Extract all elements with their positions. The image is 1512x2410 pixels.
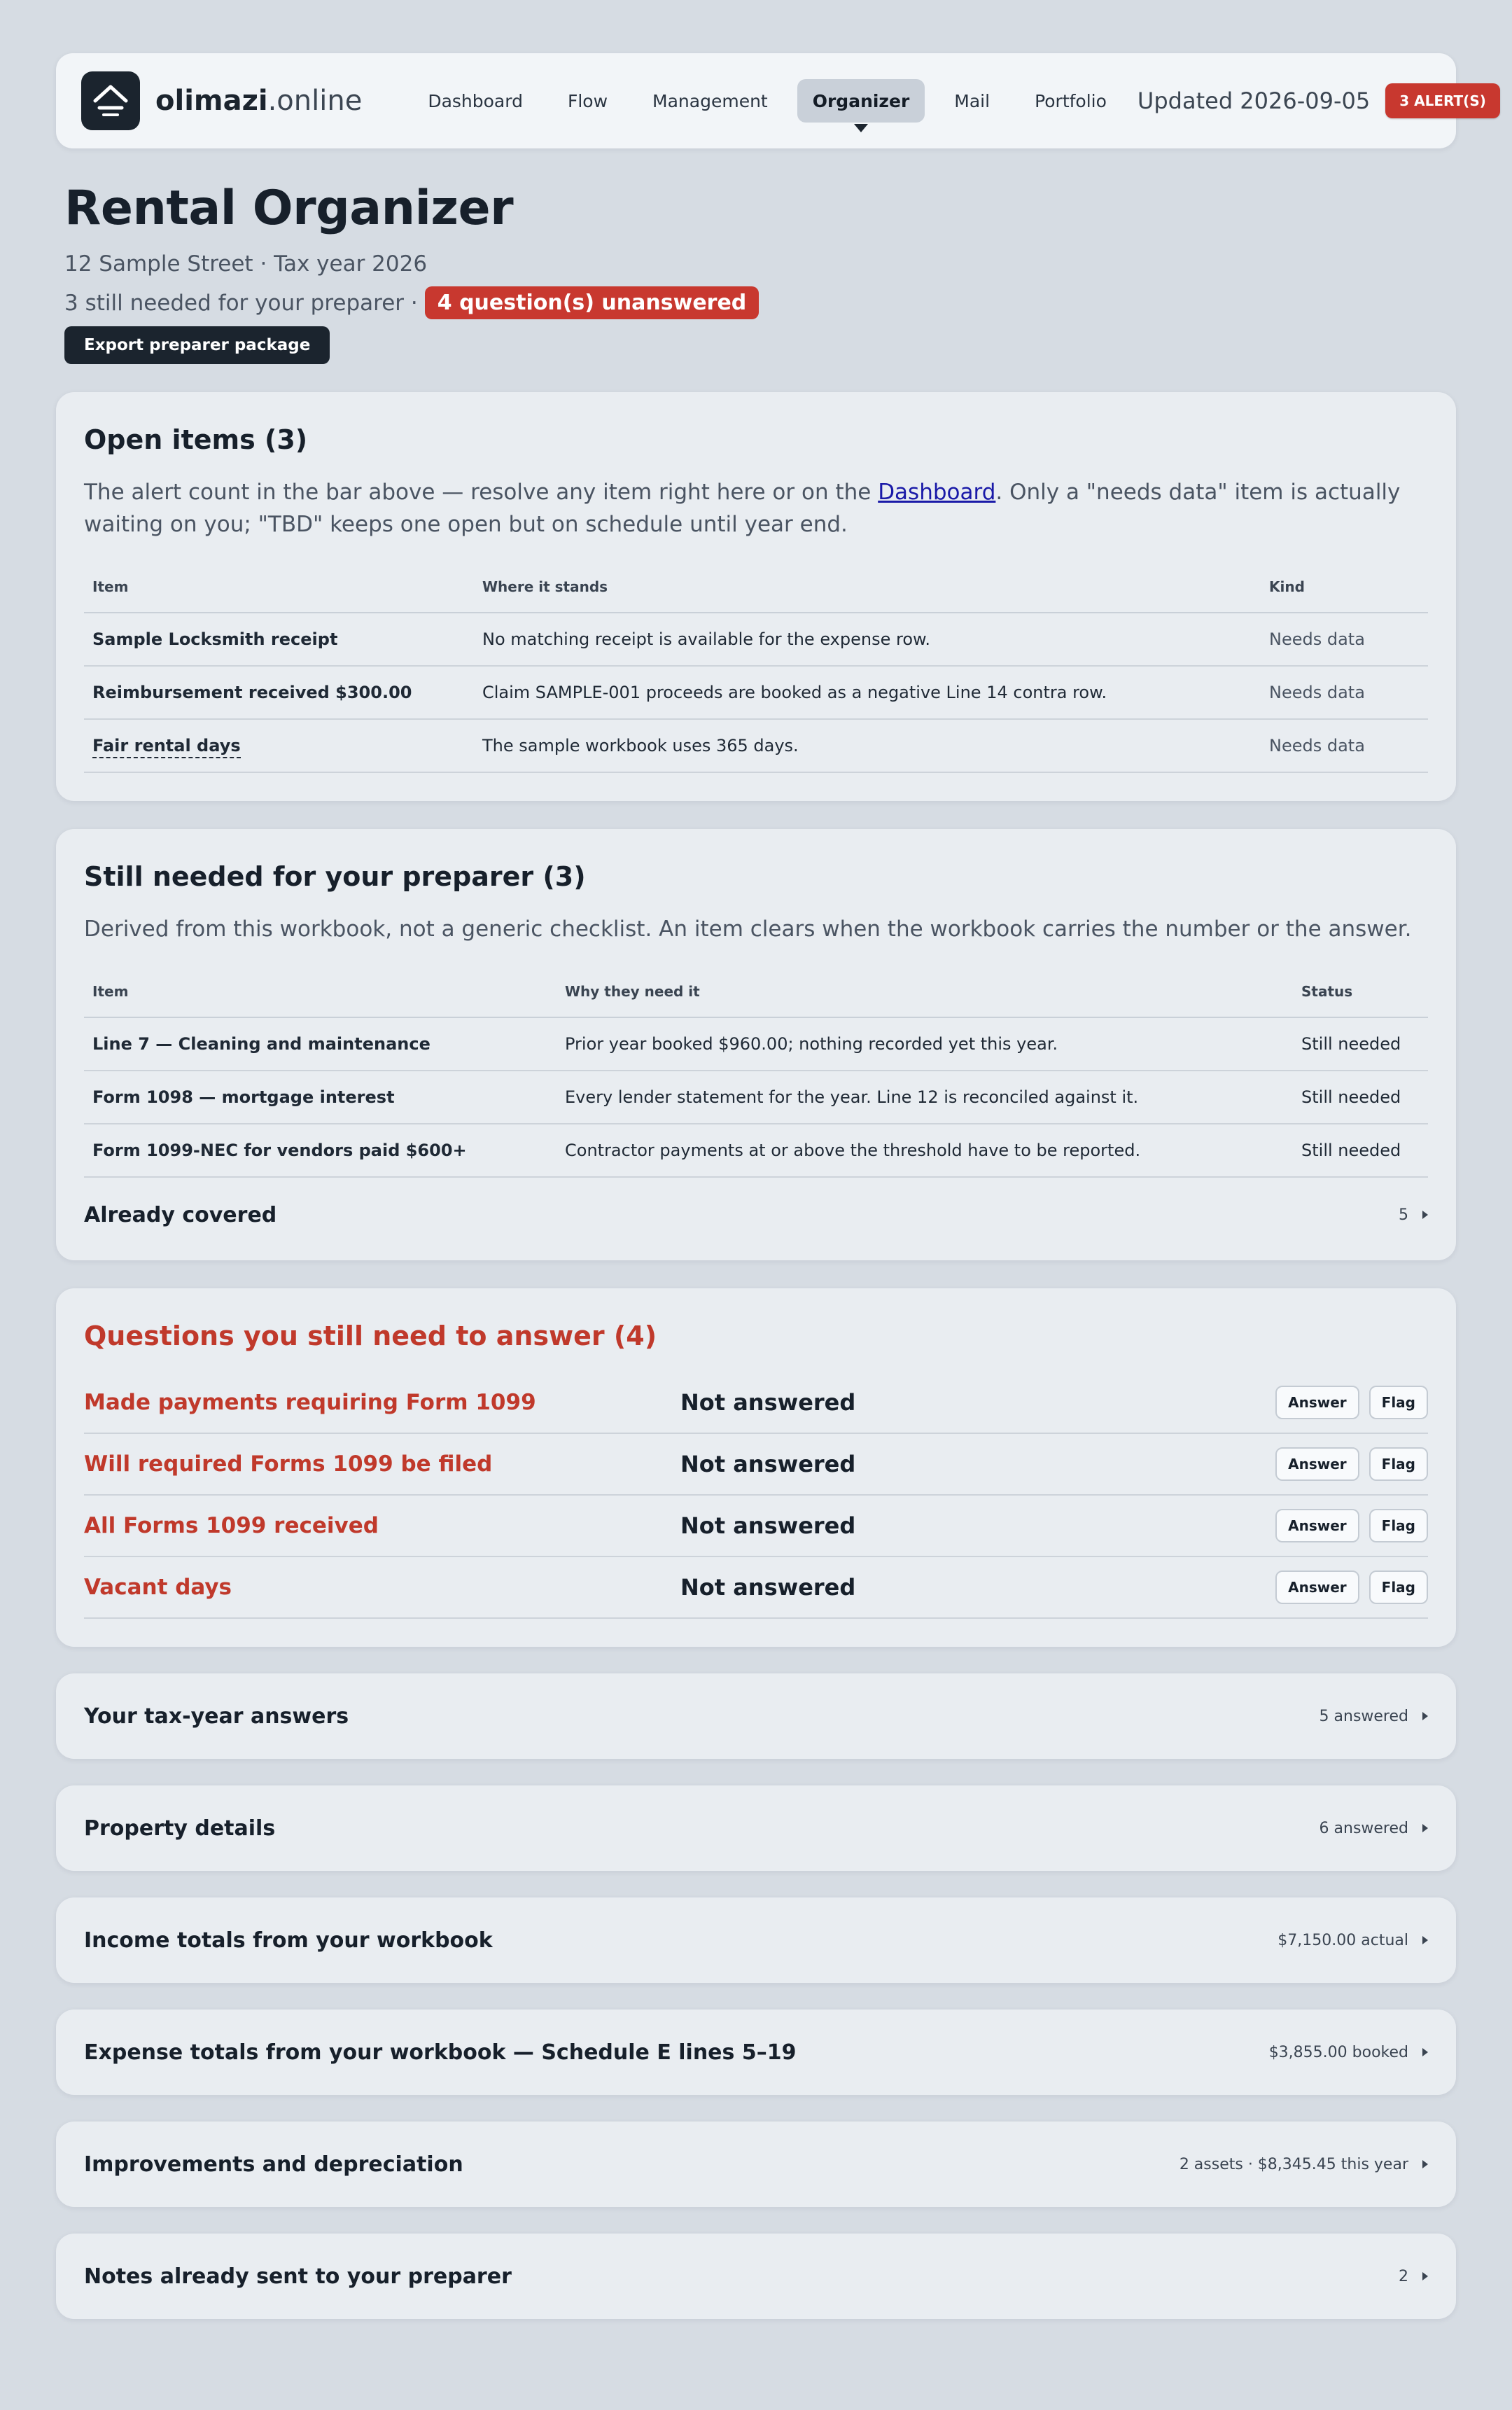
column-header-kind: Kind <box>1261 560 1428 613</box>
section-meta <box>1278 1932 1428 1949</box>
needed-item-why: Prior year booked $960.00; nothing recorded yet this year. <box>556 1017 1293 1071</box>
flag-button[interactable]: Flag <box>1369 1509 1428 1542</box>
questions-unanswered-badge: 4 question(s) unanswered <box>425 286 760 319</box>
nav-tab-organizer[interactable]: Organizer <box>797 79 925 123</box>
section-meta-text: 6 answered <box>1319 1819 1408 1837</box>
section-meta-text: 2 <box>1399 2267 1408 2285</box>
triangle-right-icon <box>1422 2048 1428 2056</box>
flag-button[interactable]: Flag <box>1369 1447 1428 1481</box>
still-needed-card <box>56 829 1456 1260</box>
needed-item-status: Still needed <box>1293 1124 1428 1177</box>
table-header-row <box>84 560 1428 613</box>
table-row <box>84 1017 1428 1071</box>
updated-timestamp: Updated 2026-09-05 <box>1137 88 1371 114</box>
answer-button[interactable]: Answer <box>1275 1447 1359 1481</box>
table-header-row <box>84 965 1428 1017</box>
still-needed-table <box>84 965 1428 1178</box>
alerts-badge[interactable]: 3 ALERT(S) <box>1385 83 1500 118</box>
section-title: Improvements and depreciation <box>84 2152 463 2177</box>
question-status: Not answered <box>680 1389 856 1416</box>
dashboard-link[interactable]: Dashboard <box>878 480 996 505</box>
nav-tab-flow[interactable]: Flow <box>567 90 608 111</box>
section-property-details[interactable] <box>56 1785 1456 1871</box>
open-item-kind: Needs data <box>1261 719 1428 772</box>
section-meta <box>1320 1708 1428 1725</box>
flag-button[interactable]: Flag <box>1369 1386 1428 1419</box>
section-title: Income totals from your workbook <box>84 1928 493 1953</box>
needed-item-status: Still needed <box>1293 1017 1428 1071</box>
open-items-desc-text: The alert count in the bar above — resolve any item right here or on the <box>84 480 878 505</box>
open-items-desc-text-end: . Only a "needs data" item is actually waiting on you; "TBD" keeps one open but on schedule until year end. <box>84 480 1401 537</box>
answer-button[interactable]: Answer <box>1275 1570 1359 1604</box>
question-label: Vacant days <box>84 1575 232 1600</box>
needed-text: 3 still needed for your preparer · <box>64 290 418 316</box>
question-label: Will required Forms 1099 be filed <box>84 1451 493 1477</box>
section-meta <box>1399 2268 1428 2285</box>
answer-button[interactable]: Answer <box>1275 1509 1359 1542</box>
open-items-table <box>84 560 1428 773</box>
question-status: Not answered <box>680 1574 856 1601</box>
needed-item-name: Line 7 — Cleaning and maintenance <box>84 1017 556 1071</box>
nav-tab-mail[interactable]: Mail <box>954 90 990 111</box>
column-header-why: Why they need it <box>556 965 1293 1017</box>
section-title: Notes already sent to your preparer <box>84 2264 512 2289</box>
house-icon[interactable] <box>81 71 140 130</box>
section-meta-text: 2 assets · $8,345.45 this year <box>1179 2155 1408 2173</box>
nav-tab-portfolio[interactable]: Portfolio <box>1035 90 1107 111</box>
open-item-kind: Needs data <box>1261 666 1428 719</box>
already-covered-toggle[interactable] <box>84 1197 1428 1232</box>
section-meta <box>1269 2044 1428 2061</box>
needed-item-name: Form 1099-NEC for vendors paid $600+ <box>84 1124 556 1177</box>
brand-tld: .online <box>267 85 363 117</box>
section-income-totals[interactable] <box>56 1897 1456 1983</box>
brand-name[interactable] <box>155 85 362 117</box>
table-row <box>84 1124 1428 1177</box>
open-items-description <box>84 476 1428 541</box>
question-row <box>84 1496 1428 1557</box>
question-row <box>84 1372 1428 1434</box>
brand-name-bold: olimazi <box>155 85 268 117</box>
page <box>56 53 1486 2319</box>
questions-list <box>84 1372 1428 1619</box>
page-header <box>56 181 1456 364</box>
section-title: Your tax-year answers <box>84 1704 349 1729</box>
column-header-item: Item <box>84 965 556 1017</box>
question-label: Made payments requiring Form 1099 <box>84 1390 536 1415</box>
triangle-right-icon <box>1422 1936 1428 1944</box>
already-covered-title: Already covered <box>84 1202 277 1227</box>
section-improvements-depreciation[interactable] <box>56 2122 1456 2207</box>
table-row <box>84 666 1428 719</box>
nav-tabs <box>412 79 1122 123</box>
still-needed-description: Derived from this workbook, not a generic checklist. An item clears when the workbook carries the number or the answer. <box>84 917 1412 942</box>
section-title: Expense totals from your workbook — Schedule E lines 5–19 <box>84 2040 797 2065</box>
triangle-right-icon <box>1422 1824 1428 1832</box>
needed-item-why: Every lender statement for the year. Line 12 is reconciled against it. <box>556 1071 1293 1124</box>
needed-summary <box>64 286 1448 319</box>
fair-rental-days-tooltip-term[interactable]: Fair rental days <box>92 736 241 758</box>
column-header-status: Status <box>1293 965 1428 1017</box>
open-item-stands: The sample workbook uses 365 days. <box>474 719 1261 772</box>
open-item-kind: Needs data <box>1261 613 1428 666</box>
question-status: Not answered <box>680 1451 856 1477</box>
top-nav-bar <box>56 53 1486 148</box>
needed-item-name: Form 1098 — mortgage interest <box>84 1071 556 1124</box>
open-item-stands: No matching receipt is available for the expense row. <box>474 613 1261 666</box>
open-item-name: Reimbursement received $300.00 <box>84 666 474 719</box>
nav-tab-dashboard[interactable]: Dashboard <box>428 90 523 111</box>
question-row <box>84 1557 1428 1619</box>
flag-button[interactable]: Flag <box>1369 1570 1428 1604</box>
column-header-item: Item <box>84 560 474 613</box>
triangle-right-icon <box>1422 2160 1428 2168</box>
section-expense-totals[interactable] <box>56 2010 1456 2095</box>
open-item-stands: Claim SAMPLE-001 proceeds are booked as a negative Line 14 contra row. <box>474 666 1261 719</box>
table-row <box>84 613 1428 666</box>
open-item-name: Sample Locksmith receipt <box>84 613 474 666</box>
section-meta-text: 5 answered <box>1319 1707 1408 1725</box>
question-status: Not answered <box>680 1512 856 1539</box>
section-meta <box>1180 2156 1428 2173</box>
table-row <box>84 719 1428 772</box>
page-subtitle: 12 Sample Street · Tax year 2026 <box>64 251 428 277</box>
section-tax-year-answers[interactable] <box>56 1673 1456 1759</box>
section-meta-text: $7,150.00 actual <box>1278 1931 1408 1949</box>
already-covered-meta <box>1399 1206 1428 1224</box>
page-title: Rental Organizer <box>64 181 514 236</box>
section-meta-text: $3,855.00 booked <box>1268 2043 1408 2061</box>
question-label: All Forms 1099 received <box>84 1513 379 1538</box>
questions-card <box>56 1288 1456 1647</box>
triangle-right-icon <box>1422 1211 1428 1219</box>
triangle-right-icon <box>1422 1712 1428 1720</box>
questions-title: Questions you still need to answer (4) <box>84 1321 657 1351</box>
question-row <box>84 1434 1428 1496</box>
section-notes-sent[interactable] <box>56 2234 1456 2319</box>
open-item-name-cell <box>84 719 474 772</box>
needed-item-status: Still needed <box>1293 1071 1428 1124</box>
open-items-title: Open items (3) <box>84 424 308 455</box>
answer-button[interactable]: Answer <box>1275 1386 1359 1419</box>
nav-tab-management[interactable]: Management <box>652 90 768 111</box>
column-header-where-it-stands: Where it stands <box>474 560 1261 613</box>
already-covered-count: 5 <box>1399 1206 1408 1224</box>
export-preparer-package-button[interactable]: Export preparer package <box>64 326 330 364</box>
section-meta <box>1320 1820 1428 1837</box>
still-needed-title: Still needed for your preparer (3) <box>84 861 586 892</box>
open-items-card <box>56 392 1456 801</box>
table-row <box>84 1071 1428 1124</box>
triangle-right-icon <box>1422 2272 1428 2280</box>
needed-item-why: Contractor payments at or above the threshold have to be reported. <box>556 1124 1293 1177</box>
section-title: Property details <box>84 1816 276 1841</box>
